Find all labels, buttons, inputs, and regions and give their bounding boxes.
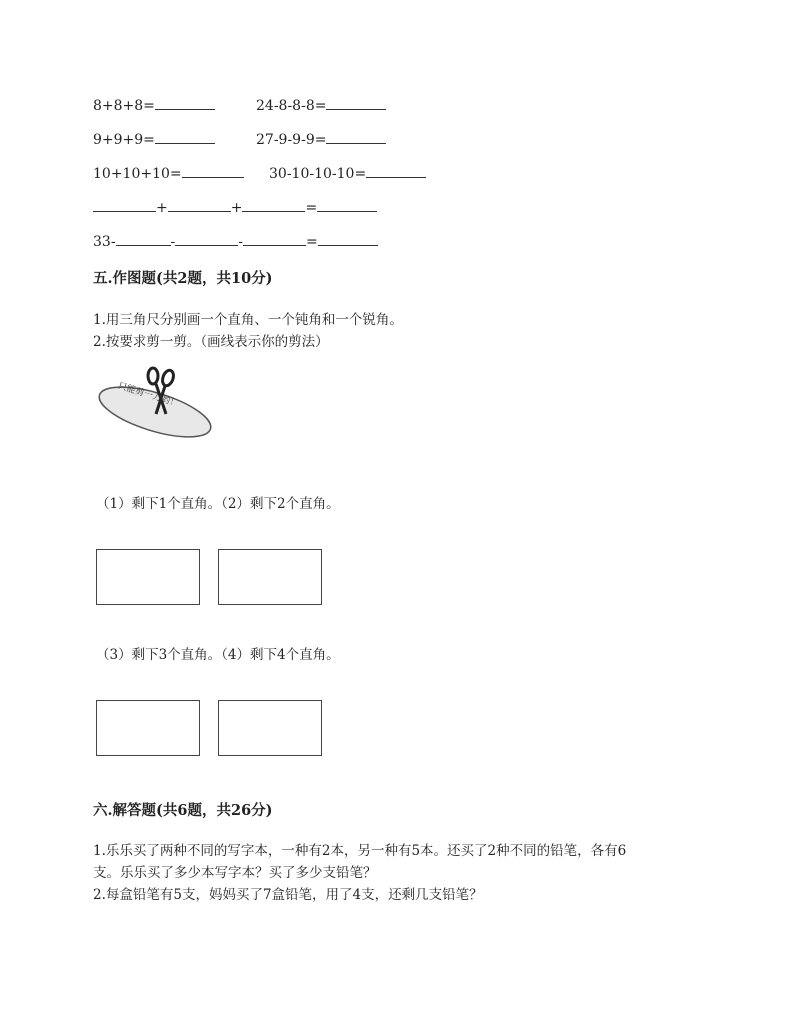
equation-row-5: [93, 231, 378, 250]
equation-row-2-right: [256, 129, 386, 148]
cut-instructions-row-1: （1）剩下1个直角。（2）剩下2个直角。: [96, 496, 340, 512]
answer-blank[interactable]: [242, 197, 305, 212]
answer-blank[interactable]: [168, 197, 231, 212]
answer-blank[interactable]: [155, 129, 215, 144]
rectangle-1[interactable]: [96, 549, 200, 605]
section-6-question-1-line-2: 支。乐乐买了多少本写字本？买了多少支铅笔？: [93, 865, 377, 881]
section-5-question-1: 1.用三角尺分别画一个直角、一个钝角和一个锐角。: [93, 312, 403, 328]
equation-text: 8+8+8=: [93, 98, 155, 114]
equation-text: 33-: [93, 234, 116, 250]
section-5-title: 五.作图题(共2题，共10分): [93, 270, 273, 287]
cut-instructions-row-2: （3）剩下3个直角。（4）剩下4个直角。: [96, 647, 340, 663]
minus-sign: -: [170, 234, 176, 250]
answer-blank[interactable]: [326, 129, 386, 144]
answer-blank[interactable]: [318, 231, 378, 246]
equation-text: 27-9-9-9=: [256, 132, 327, 148]
equals-sign: =: [306, 234, 318, 250]
equation-row-1-left: [93, 95, 215, 114]
section-6-title: 六.解答题(共6题，共26分): [93, 802, 273, 819]
answer-blank[interactable]: [366, 163, 426, 178]
answer-blank[interactable]: [116, 231, 171, 246]
answer-blank[interactable]: [326, 95, 386, 110]
section-6-question-2: 2.每盒铅笔有5支，妈妈买了7盒铅笔，用了4支，还剩几支铅笔？: [93, 887, 483, 903]
answer-blank[interactable]: [243, 231, 306, 246]
rectangle-2[interactable]: [218, 549, 322, 605]
scissors-illustration: [98, 366, 218, 454]
answer-blank[interactable]: [175, 231, 238, 246]
minus-sign: -: [238, 234, 244, 250]
equation-text: 30-10-10-10=: [269, 166, 367, 182]
scissors-label: 只能剪一刀哟！: [116, 381, 180, 410]
equation-row-1-right: [256, 95, 386, 114]
equation-text: 10+10+10=: [93, 166, 182, 182]
section-6-question-1-line-1: 1.乐乐买了两种不同的写字本，一种有2本，另一种有5本。还买了2种不同的铅笔，各有6: [93, 843, 627, 859]
answer-blank[interactable]: [182, 163, 244, 178]
plus-sign: +: [230, 200, 243, 216]
equation-text: 9+9+9=: [93, 132, 155, 148]
plus-sign: +: [156, 200, 168, 216]
rectangle-4[interactable]: [218, 700, 322, 756]
equation-row-4: [93, 197, 377, 216]
equation-row-2-left: [93, 129, 215, 148]
equation-text: 24-8-8-8=: [256, 98, 327, 114]
equals-sign: =: [305, 200, 318, 216]
answer-blank[interactable]: [93, 197, 156, 212]
answer-blank[interactable]: [317, 197, 377, 212]
section-5-question-2: 2.按要求剪一剪。（画线表示你的剪法）: [93, 334, 329, 350]
answer-blank[interactable]: [155, 95, 215, 110]
equation-row-3-left: [93, 163, 244, 182]
rectangle-3[interactable]: [96, 700, 200, 756]
equation-row-3-right: [269, 163, 426, 182]
